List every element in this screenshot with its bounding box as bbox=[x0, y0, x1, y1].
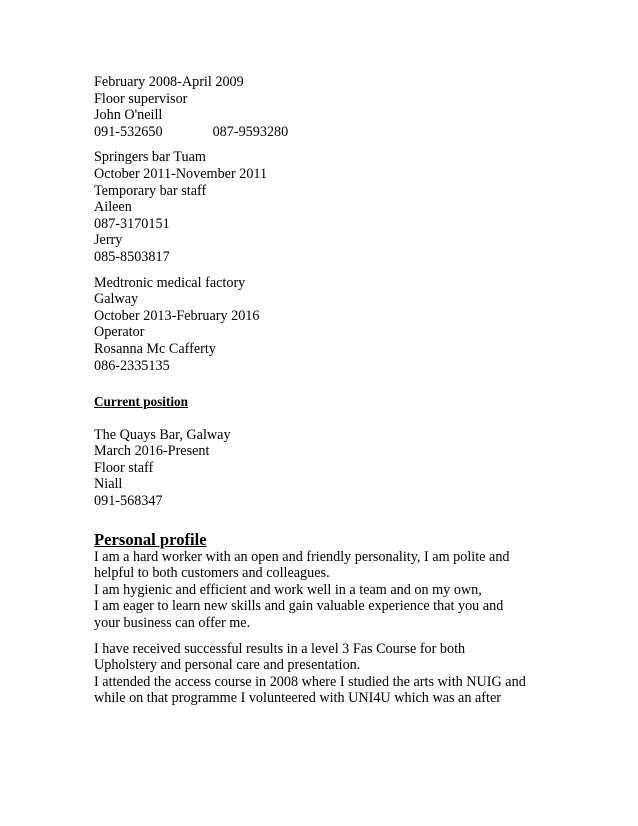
reference-phone: 087-3170151 bbox=[94, 215, 170, 232]
reference-name: Rosanna Mc Cafferty bbox=[94, 340, 216, 357]
personal-profile-section bbox=[94, 530, 624, 707]
reference-phone: 091-568347 bbox=[94, 493, 163, 510]
job-role: Operator bbox=[94, 324, 145, 341]
job-entry-2 bbox=[94, 149, 624, 265]
reference-phones bbox=[94, 124, 624, 141]
job-dates: October 2011-November 2011 bbox=[94, 165, 268, 182]
personal-profile-heading: Personal profile bbox=[94, 529, 207, 549]
job-role: Temporary bar staff bbox=[94, 182, 207, 199]
current-position-section bbox=[94, 394, 624, 510]
current-position-heading: Current position bbox=[94, 394, 188, 410]
job-role: Floor supervisor bbox=[94, 90, 188, 107]
job-entry-3 bbox=[94, 275, 624, 375]
job-dates: March 2016-Present bbox=[94, 443, 210, 460]
reference-phone: 085-8503817 bbox=[94, 248, 170, 265]
employer-location: Galway bbox=[94, 291, 139, 308]
paragraph-line: I am hygienic and efficient and work well in a team and on my own, bbox=[94, 581, 482, 598]
paragraph-line: while on that programme I volunteered with UNI4U which was an after bbox=[94, 690, 501, 707]
job-dates: October 2013-February 2016 bbox=[94, 307, 260, 324]
paragraph-line: I am a hard worker with an open and friendly personality, I am polite and bbox=[94, 548, 510, 565]
paragraph-line: I am eager to learn new skills and gain valuable experience that you and bbox=[94, 598, 504, 615]
reference-phone: 086-2335135 bbox=[94, 357, 170, 374]
paragraph-line: Upholstery and personal care and presentation. bbox=[94, 657, 361, 674]
job-role: Floor staff bbox=[94, 459, 154, 476]
employer-name: Springers bar Tuam bbox=[94, 149, 206, 166]
reference-name: John O'neill bbox=[94, 107, 163, 124]
reference-name: Aileen bbox=[94, 199, 132, 216]
job-dates: February 2008-April 2009 bbox=[94, 74, 244, 90]
employer-name: The Quays Bar, Galway bbox=[94, 426, 231, 443]
reference-name: Niall bbox=[94, 476, 123, 493]
paragraph-line: your business can offer me. bbox=[94, 615, 251, 632]
cv-page bbox=[94, 74, 624, 707]
reference-name: Jerry bbox=[94, 232, 123, 249]
paragraph-line: helpful to both customers and colleagues. bbox=[94, 565, 330, 582]
profile-paragraph-1 bbox=[94, 549, 554, 632]
employer-name: Medtronic medical factory bbox=[94, 274, 246, 291]
reference-phone: 087-9593280 bbox=[212, 123, 289, 140]
profile-paragraph-2 bbox=[94, 641, 554, 707]
paragraph-line: I attended the access course in 2008 where I studied the arts with NUIG and bbox=[94, 673, 526, 690]
job-entry-1 bbox=[94, 74, 624, 140]
paragraph-line: I have received successful results in a level 3 Fas Course for both bbox=[94, 640, 466, 657]
reference-phone: 091-532650 bbox=[94, 123, 163, 140]
